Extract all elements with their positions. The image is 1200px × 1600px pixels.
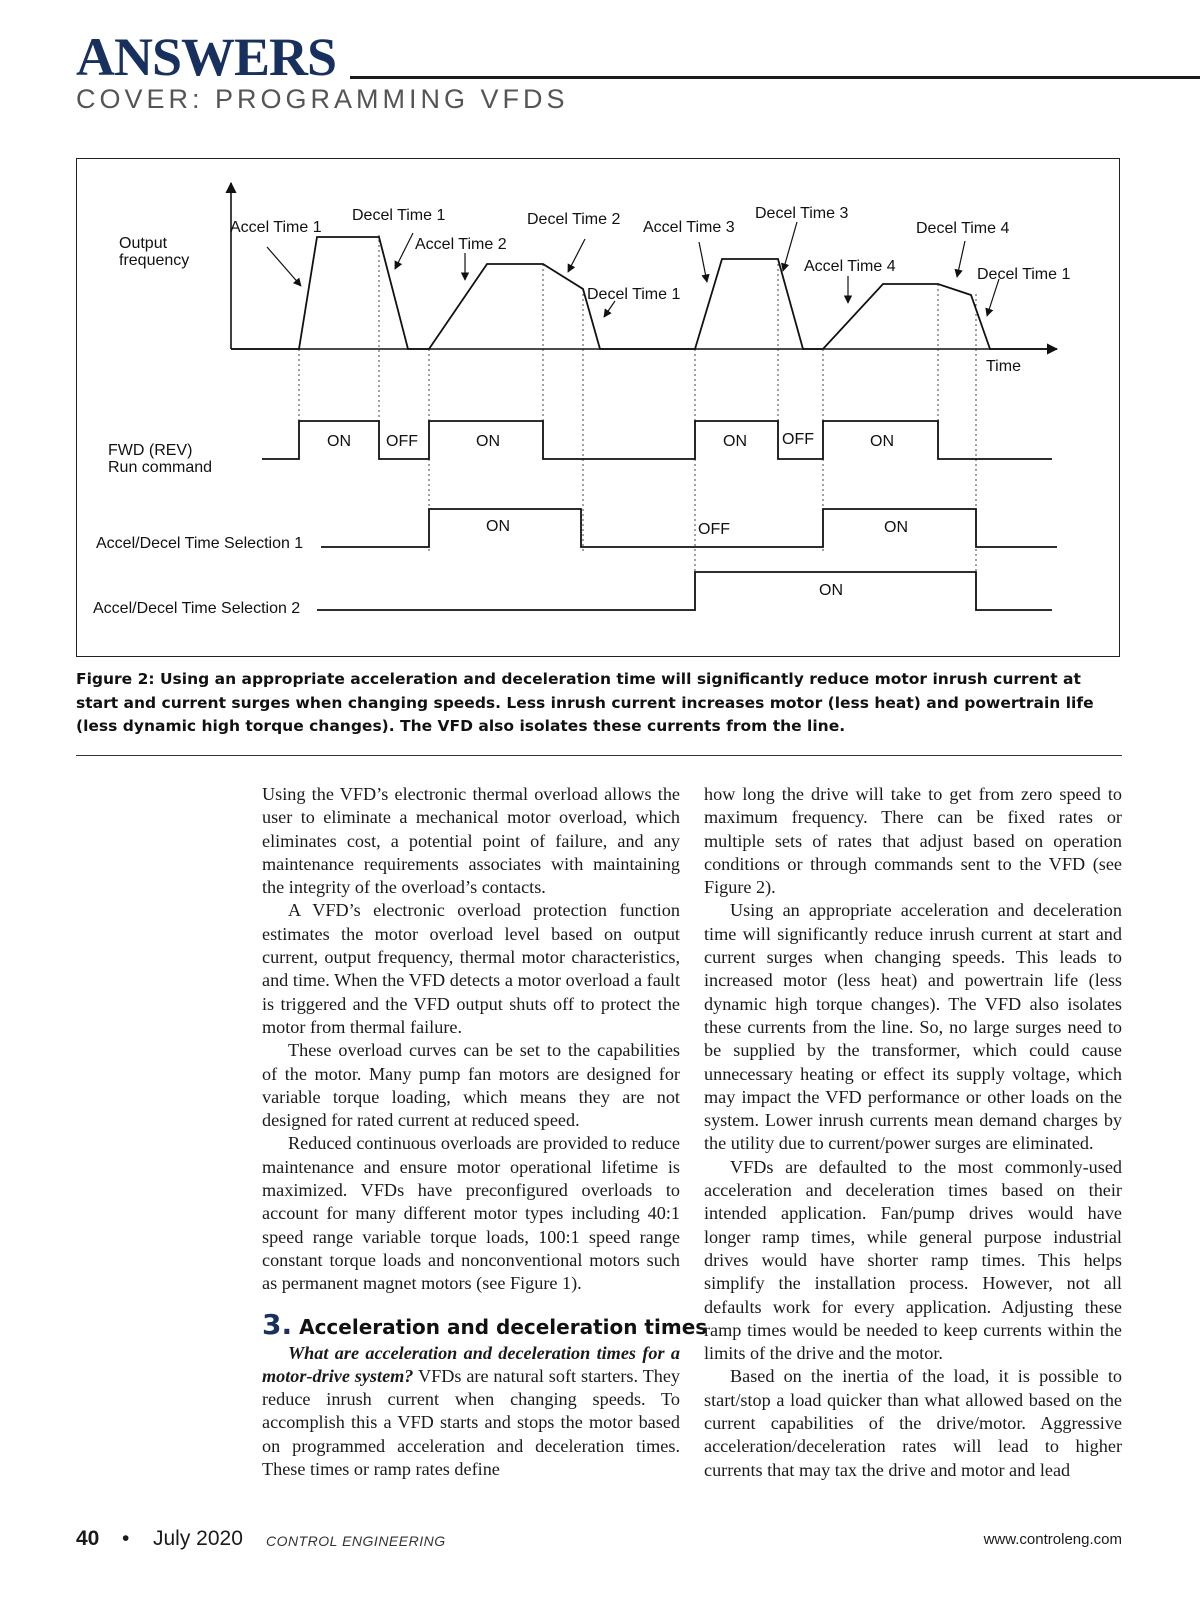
article-column-2 — [704, 783, 1122, 1482]
annotation-decel-time-3: Decel Time 3 — [755, 205, 849, 222]
annotation-decel-time-1-mid: Decel Time 1 — [587, 286, 681, 303]
sel1-label: Accel/Decel Time Selection 1 — [96, 535, 304, 552]
annotation-decel-time-2: Decel Time 2 — [527, 211, 621, 228]
paragraph: A VFD’s electronic overload protection function estimates the motor overload level based on output current, output frequency, thermal motor characteristics, and time. When the VFD detects a motor overload a fault is triggered and the VFD output shuts off to protect the motor from thermal failure. — [262, 900, 680, 1037]
sel1-state-3: ON — [884, 519, 908, 536]
fwd-state-2: OFF — [386, 433, 418, 450]
sel2-label: Accel/Decel Time Selection 2 — [93, 600, 301, 617]
website-url: www.controleng.com — [983, 1531, 1122, 1548]
paragraph: VFDs are defaulted to the most commonly-used acceleration and deceleration times based on their intended application. Fan/pump drives would have longer ramp times, while general purpose industrial drives would have shorter ramp times. This helps simplify the installation process. However, not all defaults work for every application. Adjusting these ramp times would be needed to keep currents within the limits of the drive and the motor. — [704, 1156, 1122, 1364]
paragraph: Reduced continuous overloads are provided to reduce maintenance and ensure motor operational lifetime is maximized. VFDs have preconfigured overloads to account for many different motor types including 40:1 speed range variable torque loads, 100:1 speed range constant torque loads and nonconventional motors such as permanent magnet motors (see Figure 1). — [262, 1133, 680, 1294]
fwd-state-1: ON — [327, 433, 351, 450]
section-label: COVER: PROGRAMMING VFDS — [76, 84, 569, 114]
paragraph: Using the VFD’s electronic thermal overload allows the user to eliminate a mechanical motor overload, which eliminates cost, a potential point of failure, and any maintenance requirements associates with maintaining the integrity of the overload’s contacts. — [262, 784, 680, 898]
annotation-accel-time-4: Accel Time 4 — [804, 258, 896, 275]
sel1-state-2: OFF — [698, 521, 730, 538]
paragraph: Using an appropriate acceleration and deceleration time will significantly reduce inrush current at start and current surges when changing speeds. This leads to increased motor (less heat) and powertrain life (less dynamic high torque changes). The VFD also isolates these currents from the line. So, no large surges need to be supplied by the transformer, which could cause unnecessary heating or effect its supply voltage, which may impact the VFD performance or other loads on the system. Lower inrush currents mean demand charges by the utility due to current/power surges are eliminated. — [704, 900, 1122, 1154]
section-heading-text: Acceleration and deceleration times — [299, 1314, 708, 1339]
annotation-decel-time-1-end: Decel Time 1 — [977, 266, 1071, 283]
page-footer — [76, 1527, 1122, 1557]
sel1-state-1: ON — [486, 518, 510, 535]
section-heading — [262, 1307, 708, 1342]
sel2-state-1: ON — [819, 582, 843, 599]
fwd-state-4: ON — [723, 433, 747, 450]
brand-title: ANSWERS — [76, 27, 337, 87]
annotation-decel-time-4: Decel Time 4 — [916, 220, 1010, 237]
header-rule — [350, 76, 1200, 79]
annotation-decel-time-1: Decel Time 1 — [352, 207, 446, 224]
fwd-label: FWD (REV) — [108, 442, 193, 459]
footer-bullet: • — [122, 1527, 130, 1550]
fwd-state-6: ON — [870, 433, 894, 450]
publication-name: CONTROL ENGINEERING — [266, 1533, 446, 1549]
fwd-state-3: ON — [476, 433, 500, 450]
paragraph: Based on the inertia of the load, it is possible to start/stop a load quicker than what allowed based on the current capabilities of the drive/motor. Aggressive acceleration/deceleration rates will lead to higher currents that may tax the drive and motor and lead — [704, 1366, 1122, 1480]
annotation-accel-time-2: Accel Time 2 — [415, 236, 507, 253]
section-number: 3. — [262, 1307, 293, 1341]
answer-text: VFDs are natural soft starters. They reduce inrush current when changing speeds. To accomplish this a VFD starts and stops the motor based on programmed acceleration and deceleration times. These times or ramp rates define — [262, 1365, 680, 1480]
annotation-accel-time-3: Accel Time 3 — [643, 219, 735, 236]
paragraph: These overload curves can be set to the capabilities of the motor. Many pump fan motors are designed for variable torque loading, which means they are not designed for rated current at reduced speed. — [262, 1040, 680, 1131]
timing-diagram — [77, 159, 1121, 658]
sel2-signal — [317, 572, 1052, 610]
caption-rule — [76, 755, 1122, 756]
fwd-label-2: Run command — [108, 459, 213, 476]
question-text: What are acceleration and deceleration times for a motor-drive system? — [262, 1342, 680, 1386]
annotation-accel-time-1: Accel Time 1 — [230, 219, 322, 236]
fwd-state-5: OFF — [782, 431, 814, 448]
output-frequency-label: Output — [119, 235, 168, 252]
fwd-run-signal — [262, 421, 1052, 459]
article-column-1 — [262, 783, 708, 1481]
paragraph — [262, 1342, 680, 1482]
paragraph: how long the drive will take to get from zero speed to maximum frequency. There can be fixed rates or multiple sets of rates that adjust based on operation conditions or through commands sent to the VFD (see Figure 2). — [704, 784, 1122, 898]
issue-date: July 2020 — [153, 1527, 243, 1550]
figure-caption: Figure 2: Using an appropriate acceleration and deceleration time will significantly reduce motor inrush current at start and current surges when changing speeds. Less inrush current increases motor (less heat) and powertrain life (less dynamic high torque changes). The VFD also isolates these currents from the line. — [76, 670, 1094, 735]
sel1-signal — [321, 509, 1057, 547]
figure-2 — [76, 158, 1120, 657]
output-frequency-label-2: frequency — [119, 252, 190, 269]
page-number: 40 — [76, 1527, 100, 1550]
time-label: Time — [986, 358, 1021, 375]
